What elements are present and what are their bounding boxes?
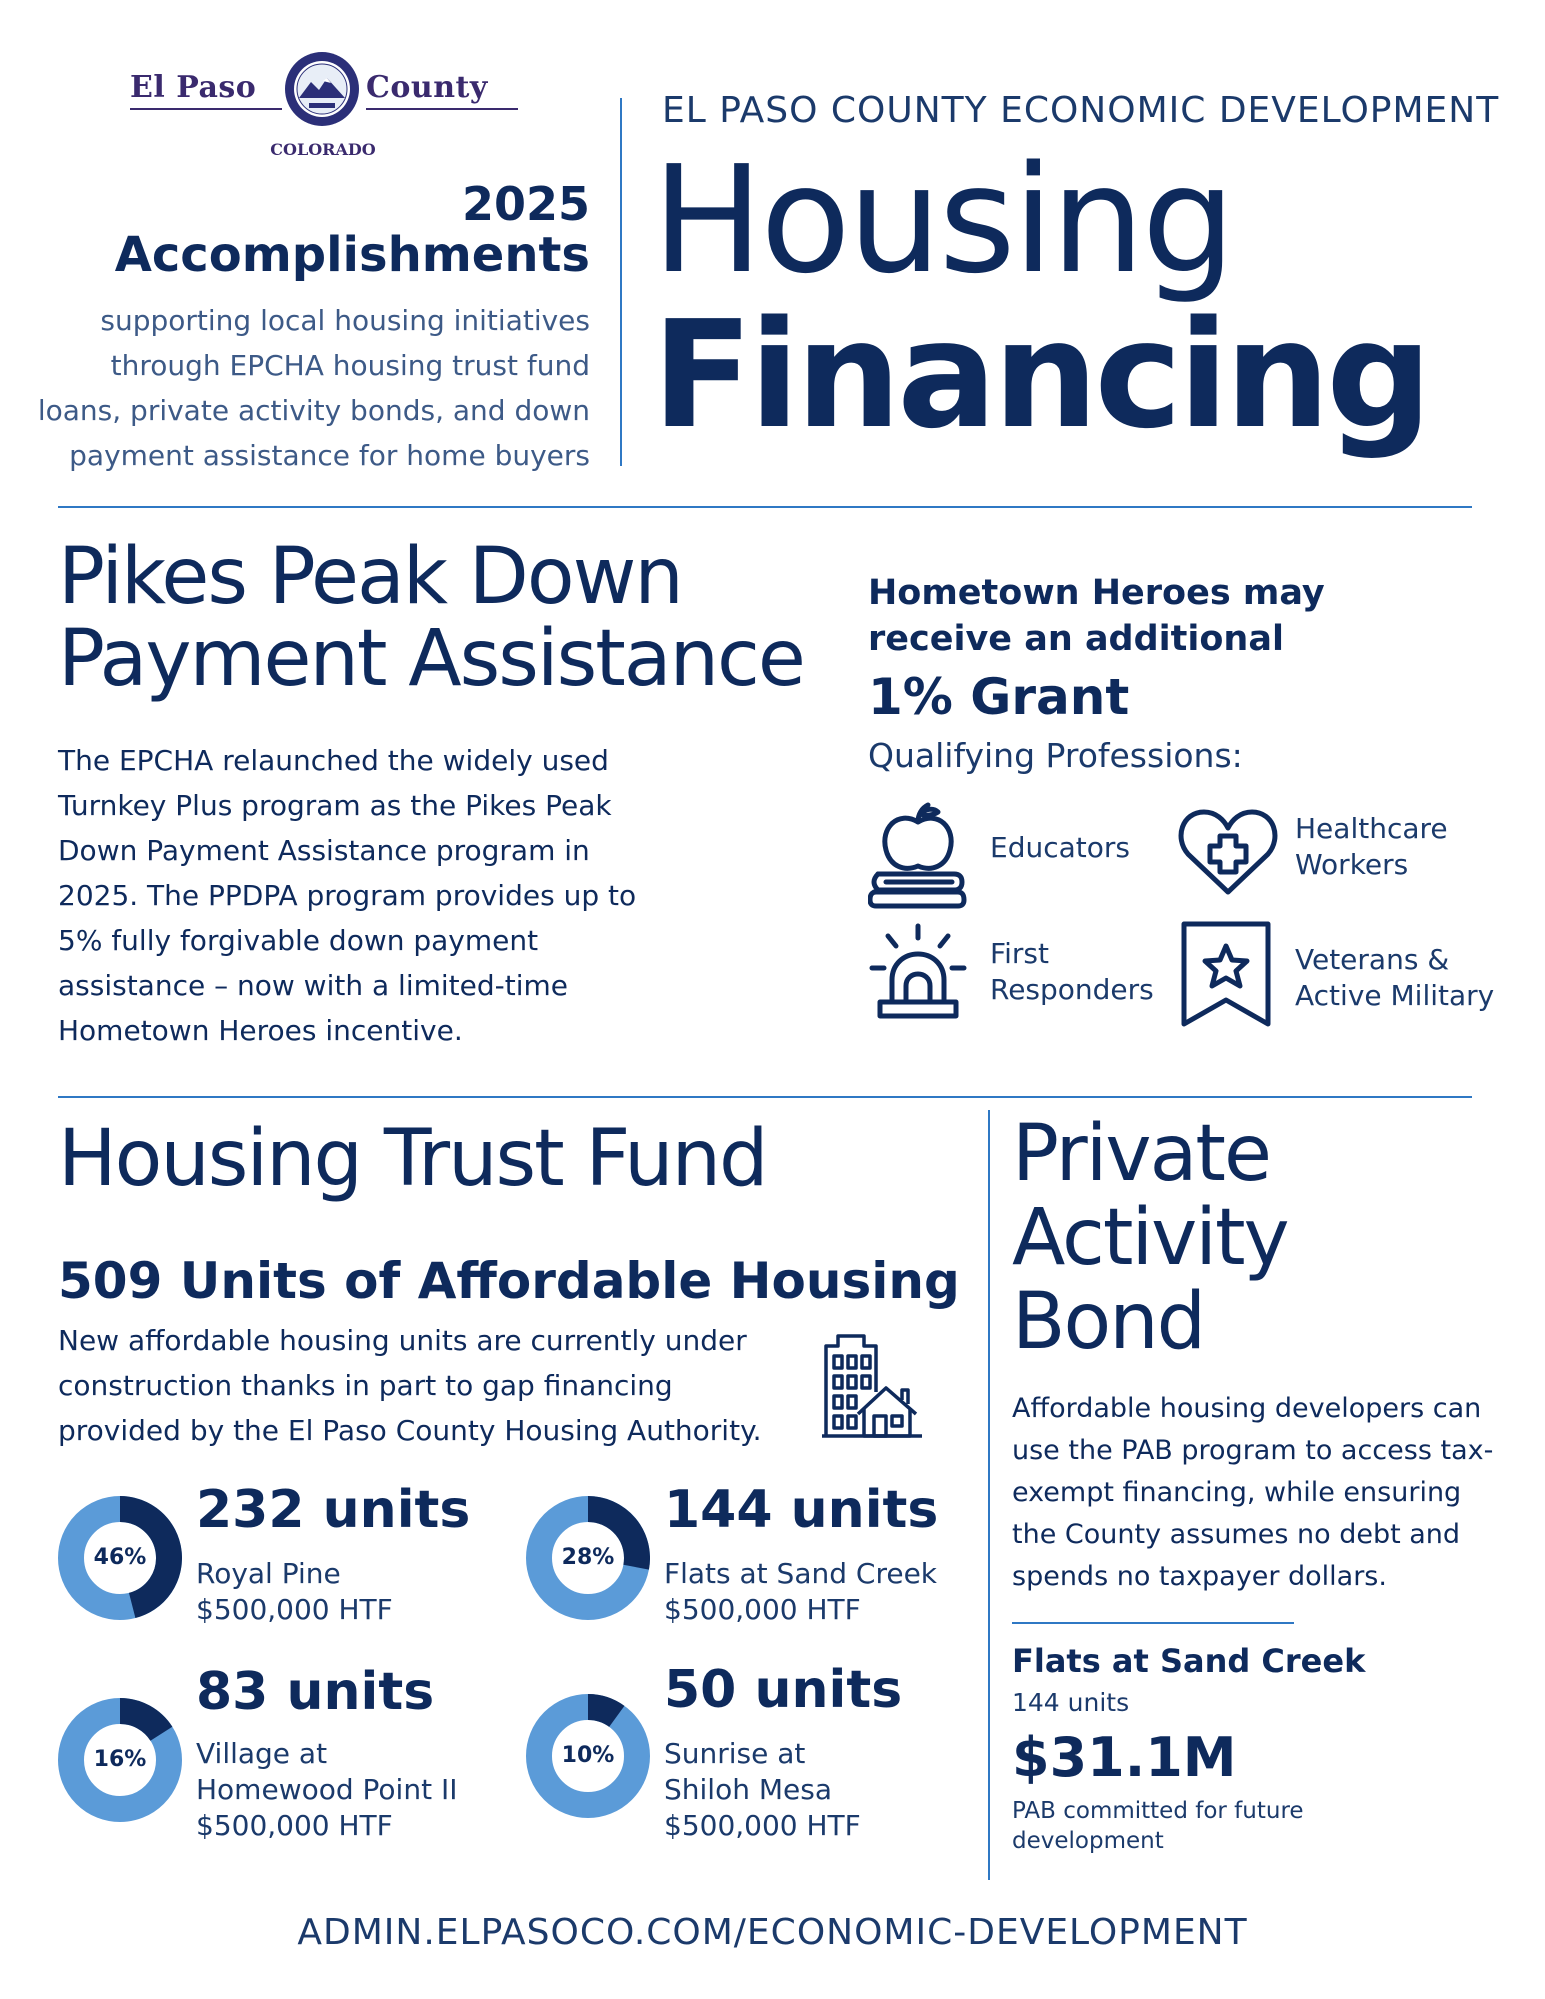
pab-title: Private Activity Bond	[1012, 1109, 1288, 1367]
donut-percent-label: 16%	[93, 1747, 147, 1772]
donut-village-homewood	[58, 1698, 182, 1822]
project-name: Sunrise at Shiloh Mesa	[664, 1737, 832, 1806]
accomplishments-subtitle: supporting local housing initiatives through EPCHA housing trust fund loans, private activity bonds, and down payment assistance for home buyers	[37, 304, 590, 472]
pab-rule	[1012, 1622, 1294, 1624]
pab-amount: $31.1M	[1012, 1726, 1237, 1789]
profession-first-responders: First Responders	[990, 937, 1154, 1006]
pab-body: Affordable housing developers can use the PAB program to access tax-exempt financing, while ensuring the County assumes no debt and spends no taxpayer dollars.	[1012, 1393, 1494, 1592]
project-htf: $500,000 HTF	[664, 1593, 861, 1626]
accomplishments-title: Accomplishments	[114, 227, 590, 283]
pab-project-name: Flats at Sand Creek	[1012, 1642, 1366, 1680]
project-htf: $500,000 HTF	[196, 1593, 393, 1626]
htf-units-title: 509 Units of Affordable Housing	[58, 1252, 960, 1310]
ppdpa-title-line2: Payment Assistance	[58, 614, 804, 704]
pab-note: PAB committed for future development	[1012, 1798, 1304, 1854]
donut-sunrise-shiloh	[526, 1694, 650, 1818]
project-name: Flats at Sand Creek	[664, 1557, 938, 1590]
accomplishments-year: 2025	[461, 177, 590, 231]
donut-percent-label: 10%	[561, 1743, 615, 1768]
project-htf: $500,000 HTF	[196, 1809, 393, 1842]
ppdpa-title-line1: Pikes Peak Down	[58, 532, 682, 622]
heart-cross-icon	[1176, 806, 1280, 898]
section-divider-2	[58, 1096, 1472, 1098]
donut-royal-pine	[58, 1496, 182, 1620]
project-units: 144 units	[664, 1480, 939, 1540]
donut-percent-label: 28%	[561, 1545, 615, 1570]
apple-books-icon	[868, 800, 968, 910]
header-title-line2: Financing	[652, 289, 1429, 461]
header-eyebrow: EL PASO COUNTY ECONOMIC DEVELOPMENT	[662, 90, 1500, 131]
heroes-grant: 1% Grant	[868, 668, 1130, 726]
project-units: 232 units	[196, 1480, 471, 1540]
heroes-qualifying: Qualifying Professions:	[868, 736, 1243, 775]
header-title-line1: Housing	[652, 134, 1233, 306]
logo-underline-right	[366, 108, 518, 110]
project-name: Royal Pine	[196, 1557, 341, 1590]
project-units: 50 units	[664, 1660, 903, 1720]
footer-url[interactable]: ADMIN.ELPASOCO.COM/ECONOMIC-DEVELOPMENT	[297, 1912, 1248, 1953]
county-seal-icon	[283, 50, 361, 128]
project-units: 83 units	[196, 1662, 435, 1722]
logo-state: COLORADO	[270, 140, 376, 159]
buildings-icon	[822, 1332, 922, 1440]
siren-icon	[866, 922, 970, 1022]
htf-body: New affordable housing units are currently under construction thanks in part to gap financing provided by the El Paso County Housing Authority.	[58, 1324, 762, 1447]
project-name: Village at Homewood Point II	[196, 1737, 458, 1806]
donut-percent-label: 46%	[93, 1545, 147, 1570]
county-logo	[130, 50, 510, 159]
pab-project-units: 144 units	[1012, 1688, 1130, 1717]
section-divider-1	[58, 506, 1472, 508]
pab-divider	[988, 1110, 990, 1880]
profession-healthcare: Healthcare Workers	[1295, 812, 1448, 881]
logo-left-text: El Paso	[130, 70, 257, 105]
profession-veterans: Veterans & Active Military	[1295, 943, 1495, 1012]
ppdpa-body: The EPCHA relaunched the widely used Turnkey Plus program as the Pikes Peak Down Payment Assistance program in 2025. The PPDPA program provides up to 5% fully forgivable down payment assistance – now with a limited-time Hometown Heroes incentive.	[58, 744, 637, 1047]
logo-right-text: County	[366, 70, 488, 105]
profession-educators: Educators	[990, 831, 1130, 864]
star-ribbon-icon	[1180, 920, 1272, 1028]
heroes-lead: Hometown Heroes may receive an additional	[868, 573, 1325, 659]
donut-flats-sand-creek	[526, 1496, 650, 1620]
header-divider	[620, 98, 622, 466]
htf-title: Housing Trust Fund	[58, 1114, 767, 1204]
project-htf: $500,000 HTF	[664, 1809, 861, 1842]
logo-underline-left	[130, 108, 282, 110]
